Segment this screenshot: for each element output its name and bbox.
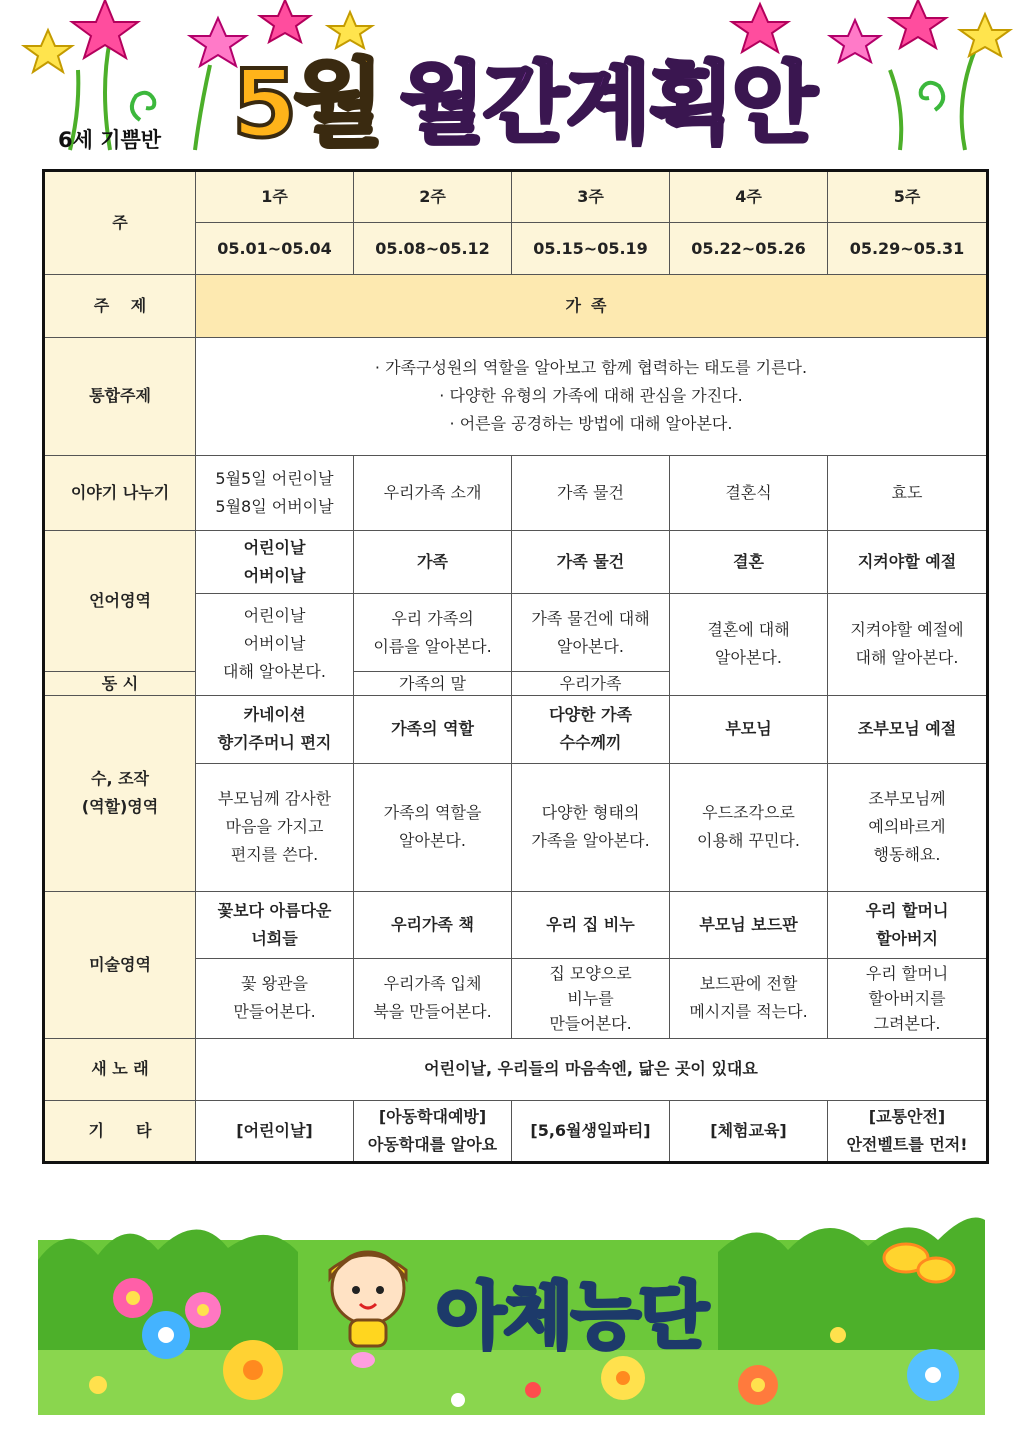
desc-line: 부모님께 감사한 [217,789,332,809]
art-title-line: 너희들 [251,929,298,949]
desc-line: 가족의 역할을 [383,803,482,823]
art-title-line: 꽃보다 아름다운 [217,901,332,921]
class-name: 6세 기쁨반 [58,128,162,152]
goal-line: · 어른을 공경하는 방법에 대해 알아본다. [449,414,733,434]
desc-line: 우드조각으로 [702,803,795,823]
etc-w4: [체험교육] [670,1100,828,1162]
week-1-name: 1주 [196,171,354,223]
week-5-name: 5주 [828,171,988,223]
story-w1 [196,455,354,530]
etc-w2 [354,1100,512,1162]
star-icon [960,14,1010,56]
story-w2: 우리가족 소개 [354,455,512,530]
desc-line: 만들어본다. [233,1002,316,1022]
math-label-line: 수, 조작 [90,769,150,789]
desc-line: 북을 만들어본다. [373,1002,492,1022]
week-3-name: 3주 [512,171,670,223]
language-label: 언어영역 [44,531,196,672]
etc-line: 아동학대를 알아요 [367,1134,498,1154]
story-w4: 결혼식 [670,455,828,530]
math-title-line: 다양한 가족 [549,705,632,725]
math-title-line: 수수께끼 [559,733,622,753]
desc-line: 비누를 [567,988,614,1008]
art-desc-w2 [354,959,512,1038]
math-desc-w5 [828,763,988,891]
goal-line: · 가족구성원의 역할을 알아보고 함께 협력하는 태도를 기른다. [374,358,808,378]
etc-label: 기 타 [44,1100,196,1162]
week-label: 주 [44,171,196,275]
math-desc-w2 [354,763,512,891]
desc-line: 예의바르게 [868,817,946,837]
desc-line: 결혼에 대해 [707,620,790,640]
math-title-line: 향기주머니 편지 [217,733,332,753]
math-desc-w3 [512,763,670,891]
desc-line: 알아본다. [399,831,466,851]
integrated-goals [196,337,988,455]
song-list: 어린이날, 우리들의 마음속엔, 닮은 곳이 있대요 [196,1038,988,1100]
flower-icon [525,1382,541,1398]
star-icon [72,0,138,58]
desc-line: 가족 물건에 대해 [531,608,650,628]
week-row [44,171,988,223]
etc-line: 안전벨트를 먼저! [846,1134,968,1154]
integrated-label: 통합주제 [44,337,196,455]
language-title-row [44,531,988,594]
math-desc-w1 [196,763,354,891]
footer-logo-text: 아체능단 [436,1274,707,1358]
theme-row [44,275,988,337]
title-main: 월간계획안 [400,52,816,155]
week-2-dates: 05.08~05.12 [354,223,512,275]
language-desc-w1 [196,594,354,695]
poem-label: 동 시 [44,672,196,695]
etc-w5 [828,1100,988,1162]
desc-line: 우리 할머니 [865,963,949,983]
week-4-dates: 05.22~05.26 [670,223,828,275]
art-desc-w5 [828,959,988,1038]
art-title-row [44,892,988,959]
language-desc-w3 [512,594,670,672]
desc-line: 우리가족 입체 [383,974,482,994]
math-title-line: 카네이션 [243,705,306,725]
art-desc-w3 [512,959,670,1038]
desc-line: 알아본다. [557,636,624,656]
math-title-row [44,695,988,763]
art-title-line: 우리 할머니 [865,901,949,921]
desc-line: 만들어본다. [549,1013,632,1033]
desc-line: 가족을 알아본다. [531,831,650,851]
language-desc-w2 [354,594,512,672]
poem-w3: 우리가족 [512,672,670,695]
language-desc-w5 [828,594,988,695]
desc-line: 지켜야할 예절에 [850,620,964,640]
goal-line: · 다양한 유형의 가족에 대해 관심을 가진다. [439,386,743,406]
math-title-w1 [196,695,354,763]
etc-w3: [5,6월생일파티] [512,1100,670,1162]
story-w1-line: 5월8일 어버이날 [215,496,334,516]
footer-banner [38,1200,985,1415]
math-label [44,695,196,892]
language-title-w1 [196,531,354,594]
art-desc-w1 [196,959,354,1038]
math-label-line: (역할)영역 [81,797,159,817]
art-desc-w4 [670,959,828,1038]
desc-line: 조부모님께 [868,789,946,809]
song-label: 새 노 래 [44,1038,196,1100]
monthly-plan-table [42,169,989,1164]
desc-line: 어린이날 [243,606,306,626]
art-title-w2: 우리가족 책 [354,892,512,959]
language-title-line: 어버이날 [243,566,306,586]
etc-w1: [어린이날] [196,1100,354,1162]
art-label: 미술영역 [44,892,196,1038]
week-1-dates: 05.01~05.04 [196,223,354,275]
theme-label: 주 제 [44,275,196,337]
art-title-w4: 부모님 보드판 [670,892,828,959]
language-title-w3: 가족 물건 [512,531,670,594]
desc-line: 할아버지를 [868,988,946,1008]
language-title-w5: 지켜야할 예절 [828,531,988,594]
math-desc-w4 [670,763,828,891]
star-icon [890,0,946,48]
language-desc-w4 [670,594,828,695]
page-title [232,28,892,158]
star-icon [24,30,72,72]
desc-line: 우리 가족의 [391,608,474,628]
language-title-w2: 가족 [354,531,512,594]
language-title-w4: 결혼 [670,531,828,594]
integrated-row [44,337,988,455]
desc-line: 대해 알아본다. [223,662,326,682]
desc-line: 마음을 가지고 [225,817,324,837]
theme-value: 가족 [196,275,988,337]
desc-line: 다양한 형태의 [541,803,640,823]
song-row [44,1038,988,1100]
desc-line: 꽃 왕관을 [241,974,308,994]
desc-line: 보드판에 전할 [699,974,798,994]
art-title-w5 [828,892,988,959]
desc-line: 행동해요. [873,845,941,865]
desc-line: 이름을 알아본다. [373,636,492,656]
story-w5: 효도 [828,455,988,530]
desc-line: 그려본다. [873,1013,941,1033]
desc-line: 편지를 쓴다. [230,845,319,865]
desc-line: 알아본다. [715,648,782,668]
page-header [0,0,1033,168]
desc-line: 메시지를 적는다. [689,1002,808,1022]
etc-line: [교통안전] [868,1106,946,1126]
week-5-dates: 05.29~05.31 [828,223,988,275]
math-title-w2: 가족의 역할 [354,695,512,763]
week-2-name: 2주 [354,171,512,223]
story-label: 이야기 나누기 [44,455,196,530]
art-title-w3: 우리 집 비누 [512,892,670,959]
poem-w2: 가족의 말 [354,672,512,695]
story-row [44,455,988,530]
story-w1-line: 5월5일 어린이날 [215,468,334,488]
math-title-w3 [512,695,670,763]
desc-line: 집 모양으로 [549,963,632,983]
art-title-w1 [196,892,354,959]
butterfly-icon [351,1352,375,1368]
desc-line: 이용해 꾸민다. [697,831,800,851]
math-title-w4: 부모님 [670,695,828,763]
math-title-w5: 조부모님 예절 [828,695,988,763]
title-month: 5월 [232,50,381,159]
etc-row [44,1100,988,1162]
desc-line: 어버이날 [243,634,306,654]
story-w3: 가족 물건 [512,455,670,530]
art-title-line: 할아버지 [876,929,938,949]
desc-line: 대해 알아본다. [855,648,959,668]
week-3-dates: 05.15~05.19 [512,223,670,275]
etc-line: [아동학대예방] [378,1106,487,1126]
language-title-line: 어린이날 [243,538,306,558]
week-4-name: 4주 [670,171,828,223]
